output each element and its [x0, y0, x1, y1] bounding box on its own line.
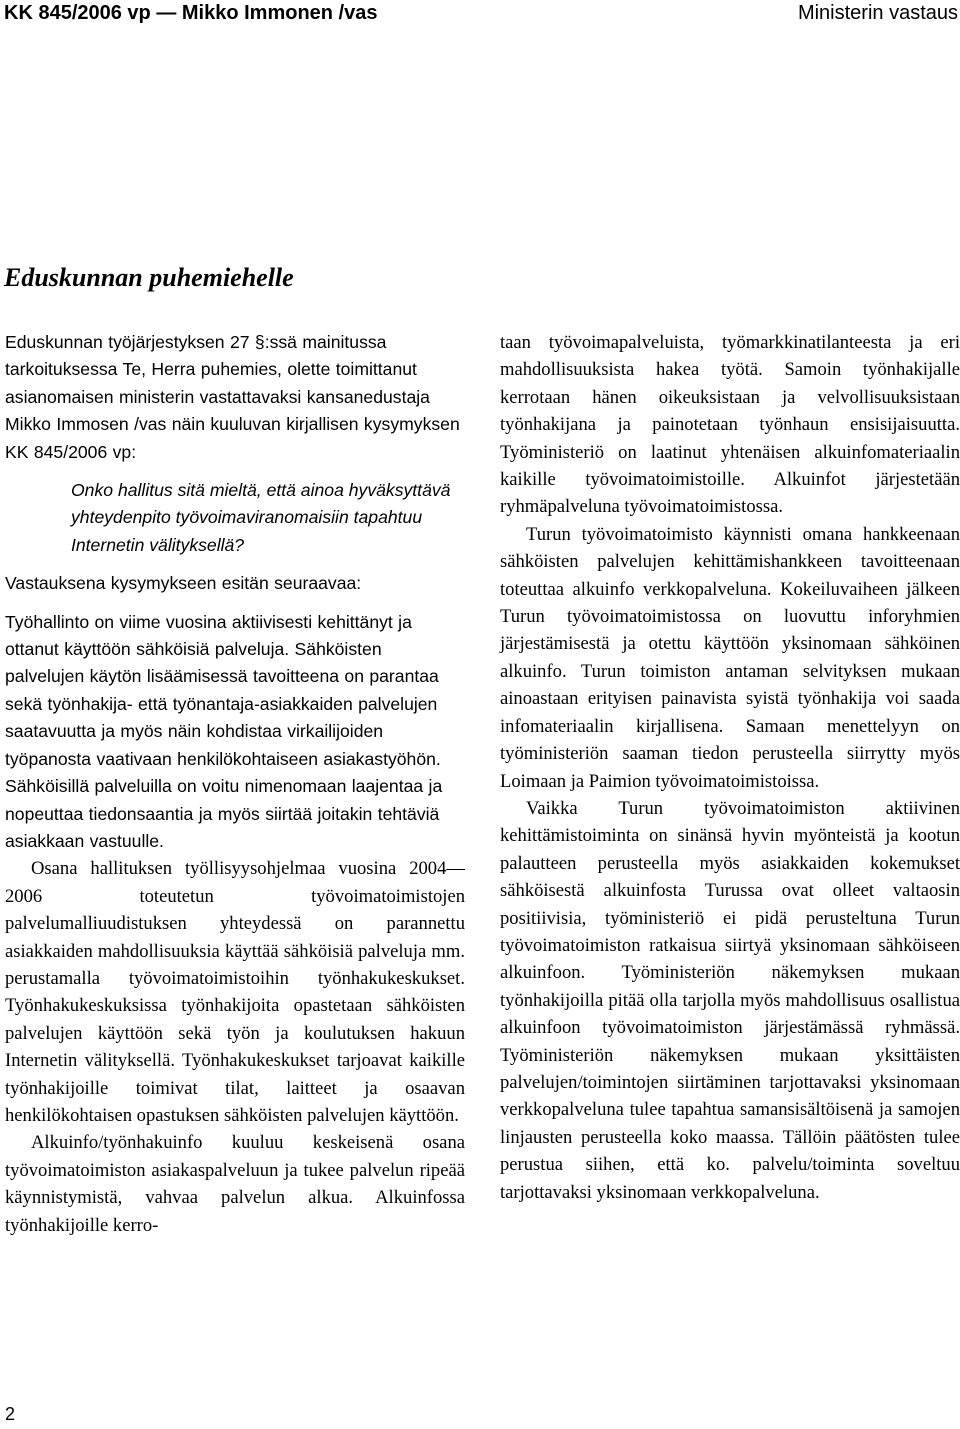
- answer-paragraph-2: Osana hallituksen työllisyysohjelmaa vuosina 2004—2006 toteutetun työvoimatoimistojen palvelumalliuudistuksen yhteydessä on parannettu asiakkaiden mahdollisuuksia käyttää sähköisiä palveluja mm. perustamalla työvoimatoimistoihin työnhakukeskukset. Työnhakukeskuksissa työnhakijoita opastetaan sähköisten palvelujen käyttöön sekä työn ja koulutuksen hakuun Internetin välityksellä. Työnhakukeskukset tarjoavat kaikille työnhakijoille toimivat tilat, laitteet ja osaavan henkilökohtaisen opastuksen sähköisten palvelujen käyttöön.: [5, 858, 465, 1126]
- left-column: [5, 329, 465, 1239]
- addressee-heading: Eduskunnan puhemiehelle: [4, 263, 294, 292]
- page-header: [0, 0, 960, 26]
- answer-paragraph-6: Vaikka Turun työvoimatoimiston aktiivinen kehittämistoiminta on sinänsä hyvin myönteistä ja kootun palautteen perusteella myös asiakkaiden kokemukset sähköisestä alkuinfosta Turussa ovat olleet valtaosin positiivisia, työministeriö ei pidä perusteltuna Turun työvoimatoimiston ratkaisua siirtyä yksinomaan sähköiseen alkuinfoon. Työministeriön näkemyksen mukaan työnhakijoilla pitää olla tarjolla myös mahdollisuus osallistua alkuinfoon työvoimatoimiston järjestämässä ryhmässä. Työministeriön näkemyksen mukaan yksittäisten palvelujen/toimintojen siirtäminen tarjottavaksi yksinomaan verkkopalveluna tulee tapahtua samansisältöisenä ja samojen linjausten perusteella koko maassa. Tällöin päätösten tulee perustua siihen, että ko. palvelu/toiminta soveltuu tarjottavaksi yksinomaan verkkopalveluna.: [500, 797, 960, 1203]
- parliamentary-question: Onko hallitus sitä mieltä, että ainoa hyväksyttävä yhteydenpito työvoimaviranomaisiin tapahtuu Internetin välityksellä?: [71, 480, 451, 555]
- page-number: 2: [5, 1404, 16, 1424]
- answer-intro: Vastauksena kysymykseen esitän seuraavaa:: [5, 573, 362, 594]
- section-title: Ministerin vastaus: [797, 2, 958, 24]
- answer-paragraph-3: Alkuinfo/työnhakuinfo kuuluu keskeisenä osana työvoimatoimiston asiakaspalveluun ja tukee palvelun ripeää käynnistymistä, vahvaa palvelun alkua. Alkuinfossa työnhakijoille kerro-: [5, 1132, 465, 1236]
- answer-paragraph-4: taan työvoimapalveluista, työmarkkinatilanteesta ja eri mahdollisuuksista hakea työtä. Samoin työnhakijalle kerrotaan hänen oikeuksistaan ja velvollisuuksistaan työnhakijana ja painotetaan työnhaun ensisijaisuutta. Työministeriö on laatinut yhtenäisen alkuinfomateriaalin kaikille työvoimatoimistoille. Alkuinfot järjestetään ryhmäpalveluna työvoimatoimistossa.: [500, 332, 960, 518]
- intro-paragraph: Eduskunnan työjärjestyksen 27 §:ssä mainitussa tarkoituksessa Te, Herra puhemies, olette toimittanut asianomaisen ministerin vastattavaksi kansanedustaja Mikko Immosen /vas näin kuuluvan kirjallisen kysymyksen KK 845/2006 vp:: [5, 332, 460, 462]
- right-column: [500, 329, 960, 1206]
- document-reference: KK 845/2006 vp — Mikko Immonen /vas: [4, 2, 378, 24]
- answer-paragraph-5: Turun työvoimatoimisto käynnisti omana hankkeenaan sähköisten palvelujen kehittämishankkeen tavoitteenaan toteuttaa alkuinfo verkkopalveluna. Kokeiluvaiheen jälkeen Turun työvoimatoimistossa on luovuttu inforyhmien järjestämisestä ja otettu käyttöön yksinomaan sähköinen alkuinfo. Turun toimiston antaman selvityksen mukaan ainoastaan erityisen painavista syistä työnhakija voi saada infomateriaalin kirjallisena. Samaan menettelyyn on työministeriön saaman tiedon perusteella siirrytty myös Loimaan ja Paimion työvoimatoimistoissa.: [500, 523, 960, 792]
- answer-paragraph-1: Työhallinto on viime vuosina aktiivisesti kehittänyt ja ottanut käyttöön sähköisiä palveluja. Sähköisten palvelujen käytön lisäämisessä tavoitteena on parantaa sekä työnhakija- että työnantaja-asiakkaiden palvelujen saatavuutta ja myös näin kohdistaa virkailijoiden työpanosta vaativaan henkilökohtaiseen asiakastyöhön. Sähköisillä palveluilla on voitu nimenomaan laajentaa ja nopeuttaa tiedonsaantia ja myös siirtää joitakin tehtäviä asiakkaan vastuulle.: [5, 611, 443, 851]
